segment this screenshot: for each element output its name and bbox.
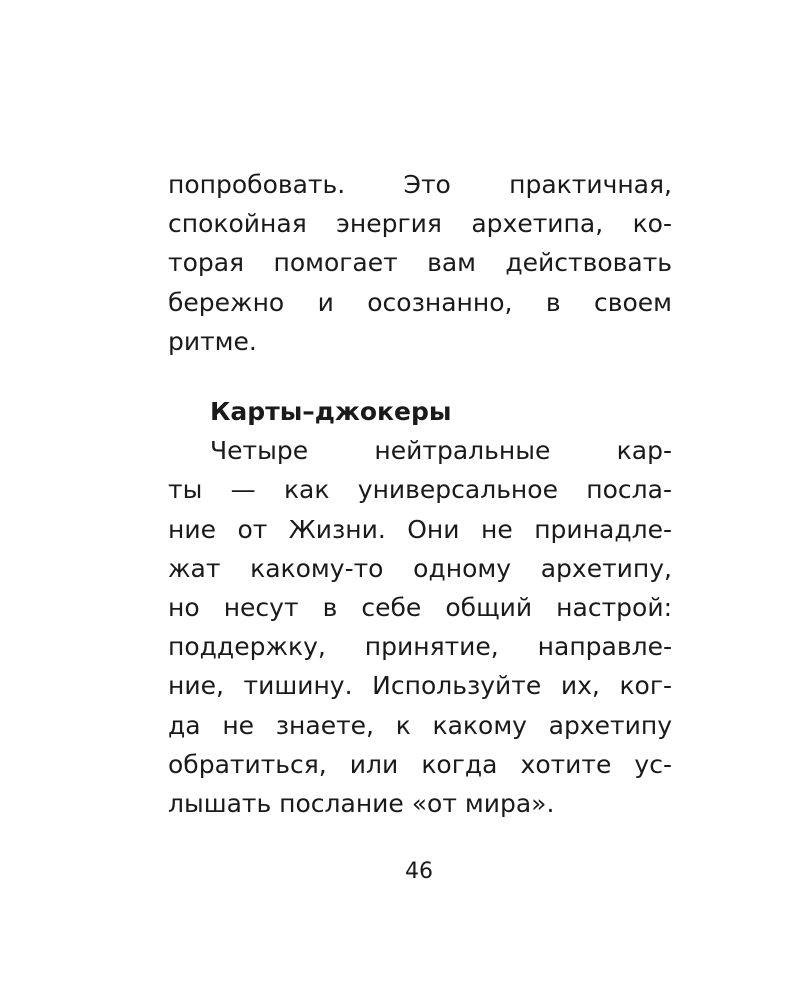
section-block [168, 392, 672, 823]
paragraph-line: спокойная энергия архетипа, ко- [168, 209, 672, 239]
paragraph-line: Четыре нейтральные кар- [210, 436, 672, 466]
paragraph-line: лышать послание «от мира». [168, 788, 555, 818]
paragraph-line: обратиться, или когда хотите ус- [168, 749, 672, 779]
paragraph-line: жат какому-то одному архетипу, [168, 553, 672, 583]
paragraph-line: ритме. [168, 326, 257, 356]
page-number: 46 [405, 859, 433, 884]
paragraph-line: бережно и осознанно, в своем [168, 287, 672, 317]
paragraph-line: ние от Жизни. Они не принадле- [168, 514, 672, 544]
top-paragraph [168, 165, 672, 361]
paragraph-line: ты — как универсальное посла- [168, 475, 672, 505]
section-heading: Карты–джокеры [210, 397, 452, 426]
paragraph-line: попробовать. Это практичная, [168, 170, 672, 199]
paragraph-line: торая помогает вам действовать [168, 248, 672, 278]
paragraph-line: ние, тишину. Используйте их, ког- [168, 671, 672, 701]
paragraph-line: поддержку, принятие, направле- [168, 632, 672, 662]
paragraph-line: да не знаете, к какому архетипу [168, 710, 672, 740]
paragraph-line: но несут в себе общий настрой: [168, 592, 672, 622]
